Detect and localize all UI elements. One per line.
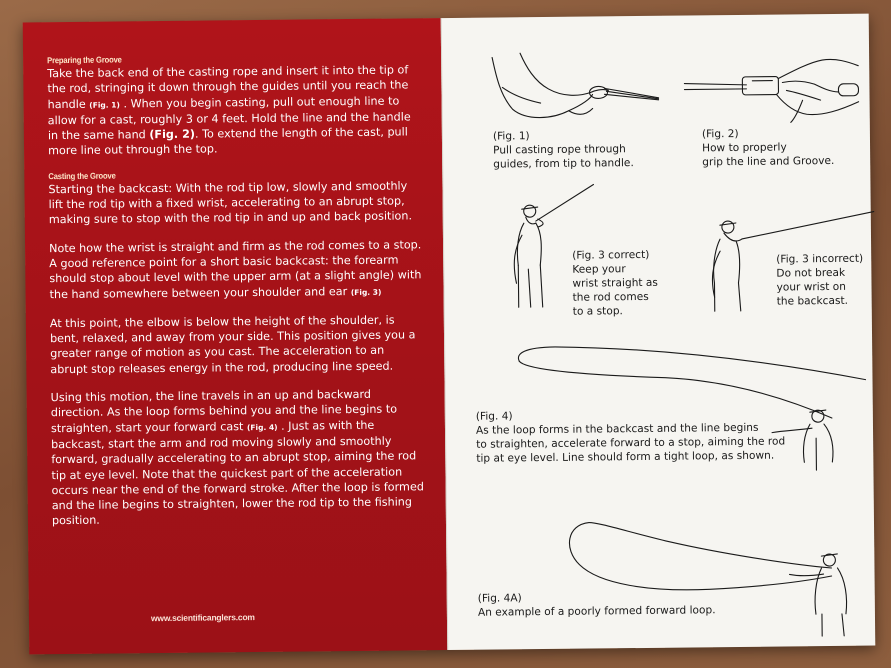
fig-ref-3: (Fig. 3) (350, 287, 382, 297)
fig4-caption: (Fig. 4) As the loop forms in the backcast and the line begins to straighten, accelerate forward to a stop, aiming the rod tip at eye level. Line should form a tight loop, as shown. (476, 406, 786, 465)
paragraph-wrist: Note how the wrist is straight and firm as the rod comes to a stop. A good reference point for a short basic backcast: the forearm should stop about level with the upper arm (at a slight angle) with the hand somewhere between your shoulder and ear (Fig. 3) (49, 237, 422, 301)
fig3-incorrect-label: (Fig. 3 incorrect) (776, 252, 864, 266)
fig4-label: (Fig. 4) (475, 410, 513, 423)
paragraph-elbow: At this point, the elbow is below the height of the shoulder, is bent, relaxed, and away from your side. This position gives you a greater range of motion as you cast. The acceleration to an abrupt stop releases energy in the rod, producing line speed. (49, 313, 416, 376)
website-url: www.scientificanglers.com (150, 612, 255, 624)
fig2-illustration (682, 40, 863, 126)
paragraph-backcast: Starting the backcast: With the rod tip low, slowly and smoothly lift the rod tip with a fixed wrist, accelerating to an abrupt stop, making sure to stop with the rod tip in and up and back position. (48, 179, 413, 227)
fig4a-caption: (Fig. 4A) An example of a poorly formed forward loop. (478, 589, 716, 619)
fig3-correct-caption: (Fig. 3 correct) Keep your wrist straight as the rod comes to a stop. (572, 248, 658, 318)
fig3-correct-label: (Fig. 3 correct) (572, 248, 650, 262)
fig4a-label: (Fig. 4A) (477, 592, 522, 605)
left-page (23, 18, 448, 654)
fig3-incorrect-caption: (Fig. 3 incorrect) Do not break your wrist on the backcast. (776, 252, 864, 308)
paragraph-preparing: Take the back end of the casting rope and insert it into the tip of the rod, stringing it down through the guides until you reach the handle (Fig. 1) . When you begin casting, pull out enough line to allow for a cast, roughly 3 or 4 feet. Hold the line and the handle in the same hand (Fig. 2). To extend the length of the cast, pull more line out through the top. (47, 63, 411, 158)
fig1-label: (Fig. 1) (492, 130, 530, 143)
fig1-caption: (Fig. 1) Pull casting rope through guides, from tip to handle. (493, 128, 634, 171)
paragraph-forward-cast: Using this motion, the line travels in an up and backward direction. As the loop forms behind you and the line begins to straighten, start your forward cast (Fig. 4) . Just as with the backcast, start the arm and rod moving slowly and smoothly forward, gradually accelerating to an abrupt stop, aiming the rod tip at eye level. Note that the quickest part of the acceleration occurs near the end of the forward stroke. After the loop is formed and the line begins to straighten, lower the rod tip to the fishing position. (50, 387, 424, 528)
fig-ref-2: (Fig. 2) (149, 127, 195, 142)
fig1-illustration (482, 46, 663, 128)
fig2-label: (Fig. 2) (701, 127, 739, 141)
booklet (23, 14, 876, 655)
right-page (441, 14, 876, 650)
heading-preparing: Preparing the Groove (47, 54, 122, 66)
heading-casting: Casting the Groove (48, 170, 116, 181)
fig2-caption: (Fig. 2) How to properly grip the line and Groove. (701, 127, 835, 169)
fig-ref-1: (Fig. 1) (89, 100, 120, 110)
fig-ref-4: (Fig. 4) (246, 422, 278, 432)
